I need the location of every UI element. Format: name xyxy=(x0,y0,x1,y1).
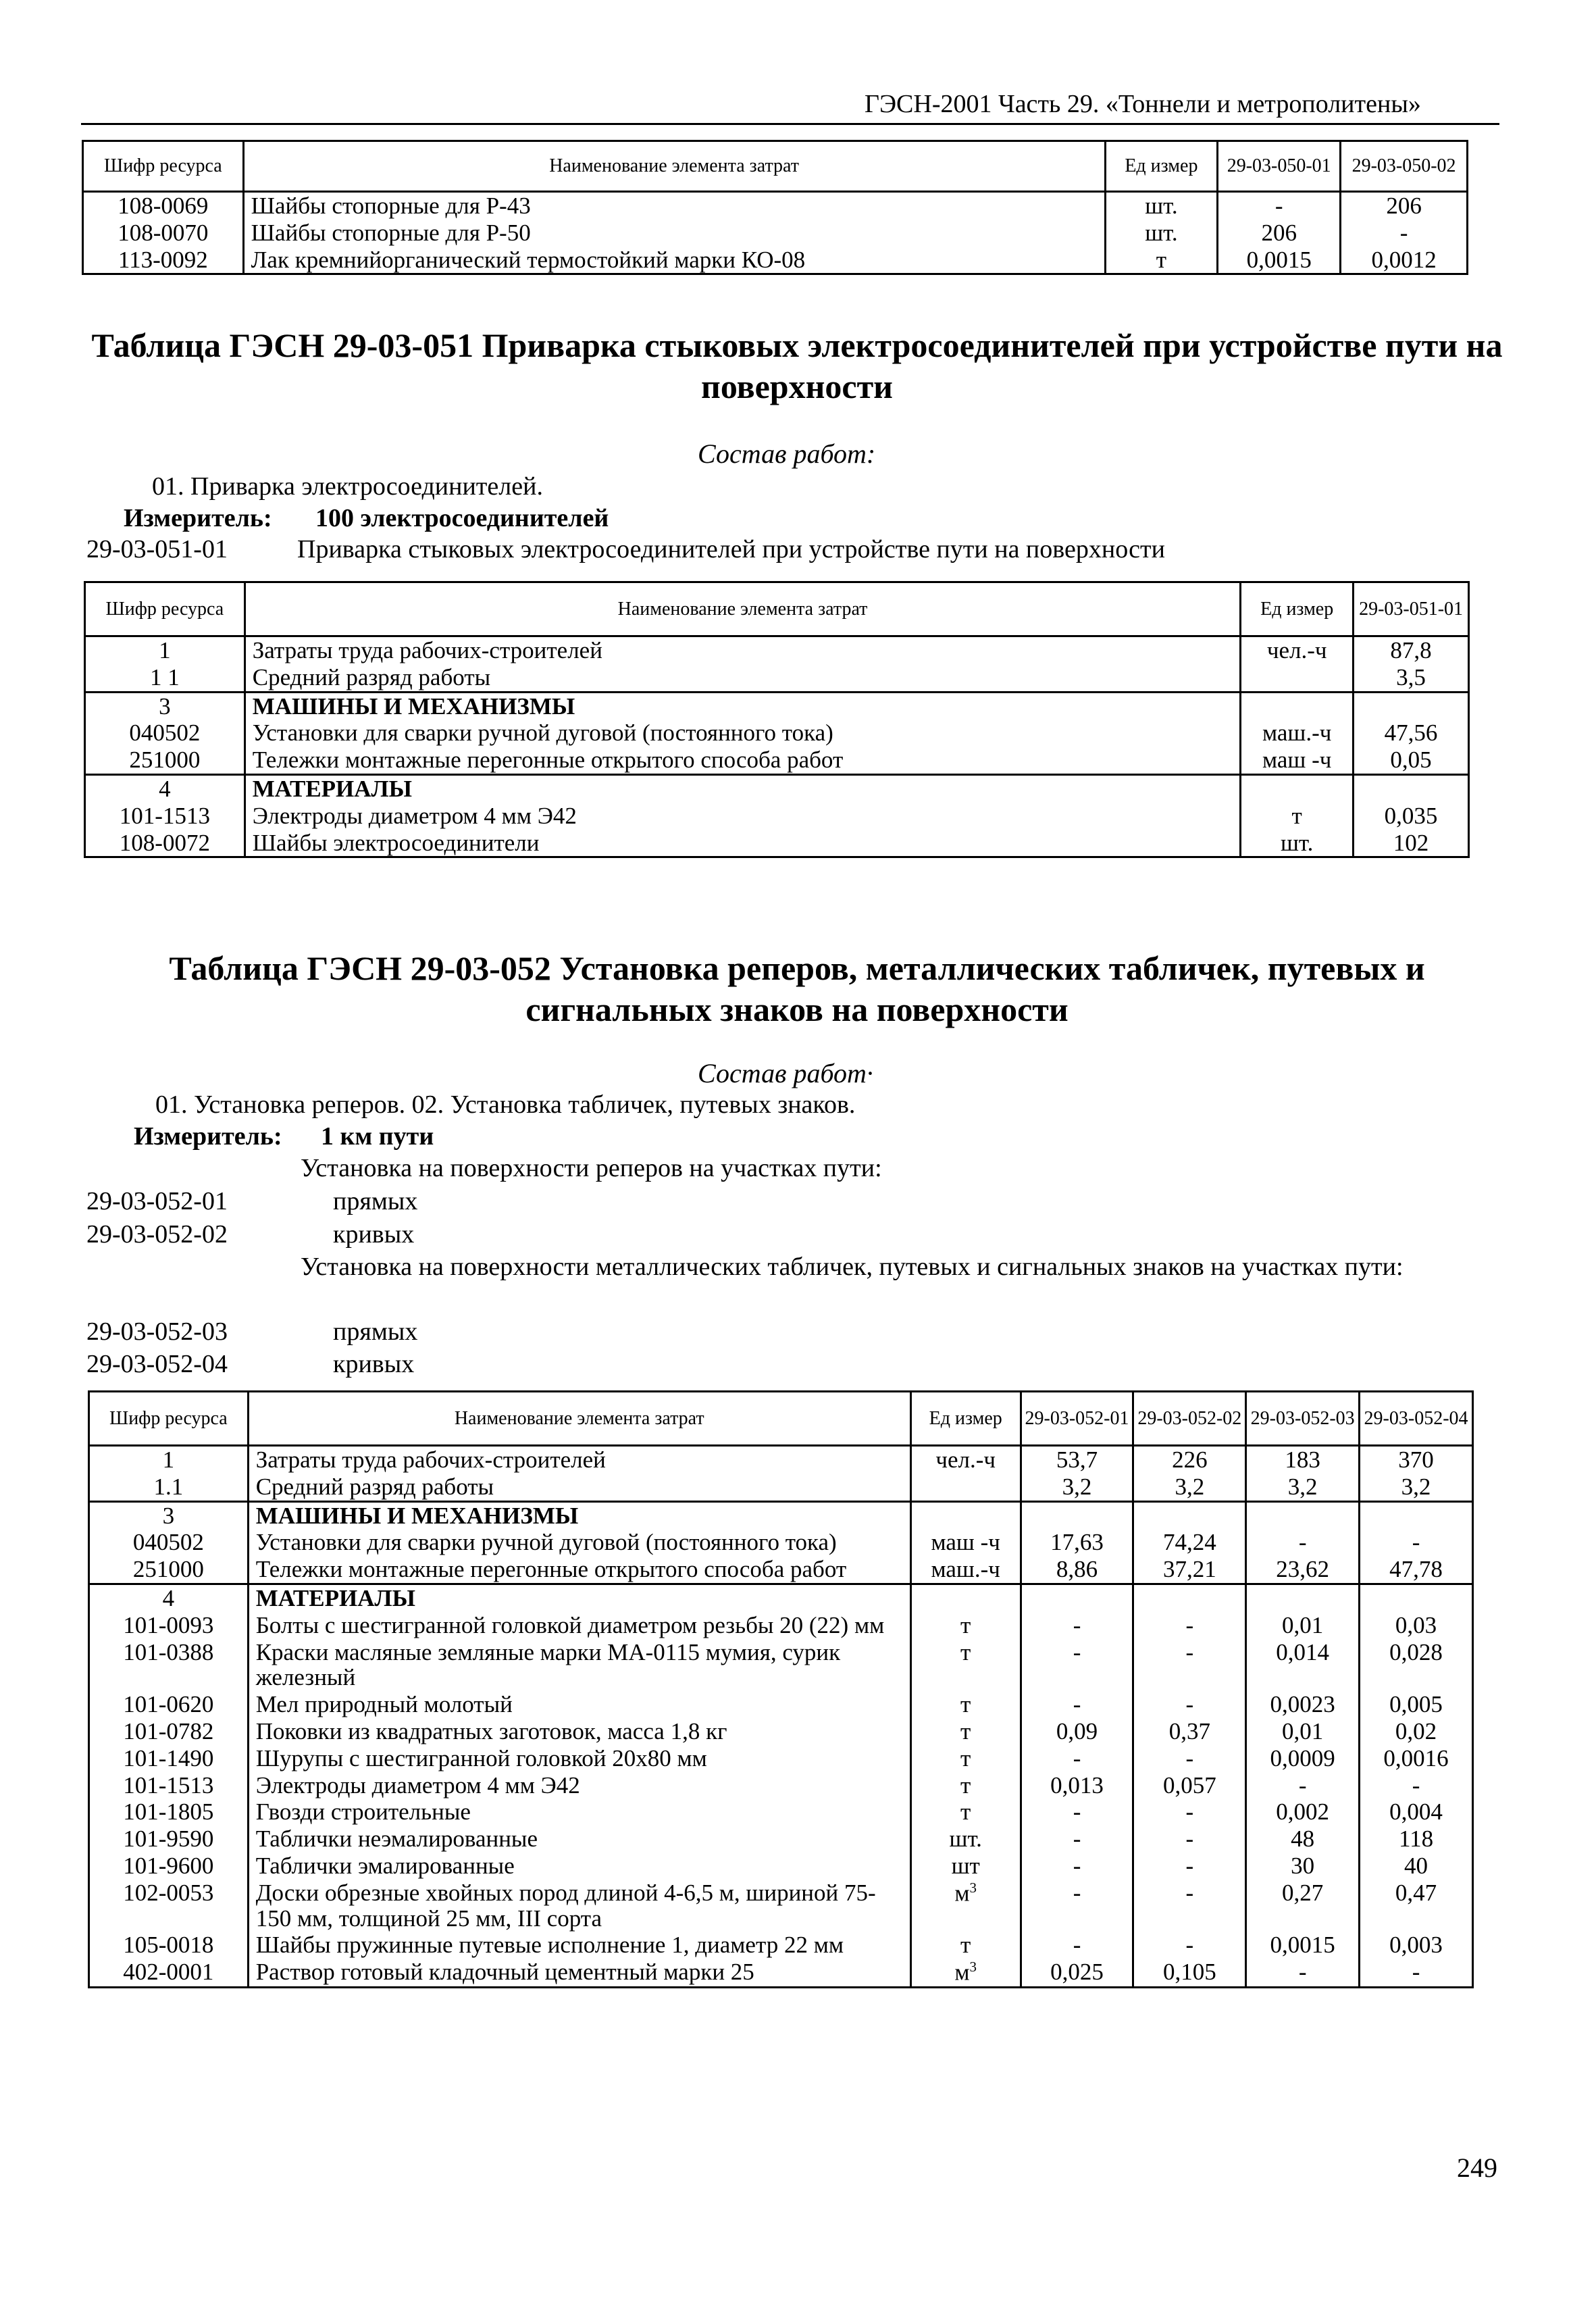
cell-unit xyxy=(910,1639,1021,1692)
item-code: 29-03-052-03 xyxy=(86,1317,228,1346)
table-section-row xyxy=(89,1584,1473,1611)
table-row xyxy=(89,1799,1473,1826)
cell-unit xyxy=(910,1474,1021,1501)
item-name: кривых xyxy=(333,1220,415,1249)
cell-value: 0,057 xyxy=(1133,1772,1246,1799)
cell-code: 1 1 xyxy=(85,664,245,692)
unit-text: м xyxy=(954,1880,970,1907)
cell-code: 101-1513 xyxy=(89,1772,249,1799)
cell-section-name: МАТЕРИАЛЫ xyxy=(244,774,1241,802)
col-header-value: 29-03-052-02 xyxy=(1133,1392,1246,1446)
cell-value: 0,02 xyxy=(1360,1718,1473,1745)
cell-value: 3,2 xyxy=(1021,1474,1133,1501)
cell-value: 0,01 xyxy=(1246,1718,1360,1745)
cell-value: - xyxy=(1021,1639,1133,1692)
col-header-value: 29-03-052-03 xyxy=(1246,1392,1360,1446)
cell-unit: маш -ч xyxy=(1241,747,1354,774)
table-section-row xyxy=(89,1501,1473,1529)
cell-name: Затраты труда рабочих-строителей xyxy=(244,636,1241,664)
cell-code: 3 xyxy=(89,1501,249,1529)
unit-text: т xyxy=(960,1799,971,1826)
col-header-value: 29-03-052-01 xyxy=(1021,1392,1133,1446)
cell-value: - xyxy=(1218,192,1341,220)
cell-value: 53,7 xyxy=(1021,1446,1133,1474)
composition-label: Состав работ· xyxy=(698,1058,873,1088)
table-row xyxy=(89,1932,1473,1959)
cell-value: 0,004 xyxy=(1360,1799,1473,1826)
cell-unit xyxy=(910,1880,1021,1932)
cell-value: 118 xyxy=(1360,1826,1473,1853)
table-row xyxy=(89,1959,1473,1987)
table-row xyxy=(89,1612,1473,1639)
cell-unit xyxy=(910,1691,1021,1718)
col-header-value: 29-03-050-02 xyxy=(1341,141,1468,192)
cell-value: - xyxy=(1341,220,1468,247)
meter-value: 100 электросоединителей xyxy=(315,504,609,532)
table-row xyxy=(85,636,1469,664)
item-code: 29-03-051-01 xyxy=(86,535,228,563)
cell-section-name: МАШИНЫ И МЕХАНИЗМЫ xyxy=(248,1501,910,1529)
section-title-052: Таблица ГЭСН 29-03-052 Установка реперов, металлических табличек, путевых и сигнальных знаков на поверхности xyxy=(169,949,1425,1028)
composition-text: 01. Установка реперов. 02. Установка табличек, путевых знаков. xyxy=(155,1090,856,1119)
cell-name: Раствор готовый кладочный цементный марки 25 xyxy=(248,1959,910,1987)
cell-value: 226 xyxy=(1133,1446,1246,1474)
unit-text: т xyxy=(960,1611,971,1638)
cell-value: 30 xyxy=(1246,1853,1360,1880)
cell-value: 0,005 xyxy=(1360,1691,1473,1718)
unit-text: маш -ч xyxy=(931,1529,1000,1556)
cell-name: Шайбы стопорные для Р-50 xyxy=(243,220,1105,247)
unit-text: шт xyxy=(951,1852,980,1879)
group-heading: Установка на поверхности реперов на участках пути: xyxy=(301,1154,882,1182)
table-row xyxy=(89,1826,1473,1853)
cell-code: 101-9590 xyxy=(89,1826,249,1853)
cell-value xyxy=(1360,1584,1473,1611)
cell-code: 101-0388 xyxy=(89,1639,249,1692)
col-header-code: Шифр ресурса xyxy=(85,582,245,636)
cell-value: 37,21 xyxy=(1133,1556,1246,1584)
cell-code: 101-1513 xyxy=(85,803,245,830)
cell-name: Шурупы с шестигранной головкой 20х80 мм xyxy=(248,1745,910,1772)
cell-value: 0,01 xyxy=(1246,1612,1360,1639)
col-header-value: 29-03-051-01 xyxy=(1354,582,1469,636)
table-052 xyxy=(88,1390,1474,1988)
cell-unit xyxy=(910,1772,1021,1799)
col-header-value: 29-03-052-04 xyxy=(1360,1392,1473,1446)
cell-value xyxy=(1354,692,1469,720)
cell-name: Лак кремнийорганический термостойкий марки КО-08 xyxy=(243,247,1105,274)
cell-value: 3,5 xyxy=(1354,664,1469,692)
cell-name: Поковки из квадратных заготовок, масса 1,8 кг xyxy=(248,1718,910,1745)
cell-value: - xyxy=(1021,1853,1133,1880)
cell-unit: чел.-ч xyxy=(1241,636,1354,664)
composition-text: 01. Приварка электросоединителей. xyxy=(152,472,543,501)
cell-value: 47,56 xyxy=(1354,720,1469,747)
table-row xyxy=(89,1556,1473,1584)
cell-value: 17,63 xyxy=(1021,1529,1133,1556)
cell-name: Электроды диаметром 4 мм Э42 xyxy=(248,1772,910,1799)
cell-value: - xyxy=(1133,1691,1246,1718)
item-code: 29-03-052-02 xyxy=(86,1220,228,1249)
unit-text: т xyxy=(960,1744,971,1771)
cell-value: 102 xyxy=(1354,830,1469,857)
meter-label: Измеритель: xyxy=(134,1122,282,1151)
cell-value: 0,03 xyxy=(1360,1612,1473,1639)
unit-text: т xyxy=(960,1691,971,1718)
meter-label: Измеритель: xyxy=(124,504,272,532)
cell-name: Установки для сварки ручной дуговой (постоянного тока) xyxy=(248,1529,910,1556)
cell-unit xyxy=(910,1584,1021,1611)
cell-value: - xyxy=(1021,1745,1133,1772)
cell-value: 0,014 xyxy=(1246,1639,1360,1692)
cell-name: Таблички эмалированные xyxy=(248,1853,910,1880)
unit-text: чел.-ч xyxy=(935,1447,996,1473)
table-row xyxy=(89,1853,1473,1880)
table-row xyxy=(89,1474,1473,1501)
cell-value: 183 xyxy=(1246,1446,1360,1474)
cell-value: - xyxy=(1133,1880,1246,1932)
cell-unit xyxy=(910,1932,1021,1959)
cell-value: 0,0015 xyxy=(1246,1932,1360,1959)
unit-text: т xyxy=(960,1717,971,1744)
cell-value: 23,62 xyxy=(1246,1556,1360,1584)
cell-value: 0,37 xyxy=(1133,1718,1246,1745)
cell-value: 0,09 xyxy=(1021,1718,1133,1745)
cell-code: 040502 xyxy=(89,1529,249,1556)
cell-value: 0,0012 xyxy=(1341,247,1468,274)
cell-value: - xyxy=(1021,1612,1133,1639)
cell-code: 108-0072 xyxy=(85,830,245,857)
item-code: 29-03-052-04 xyxy=(86,1350,228,1378)
col-header-unit: Ед измер xyxy=(1105,141,1218,192)
cell-code: 040502 xyxy=(85,720,245,747)
table-row xyxy=(89,1745,1473,1772)
cell-unit: т xyxy=(1241,803,1354,830)
cell-unit xyxy=(910,1529,1021,1556)
item-name: кривых xyxy=(333,1350,415,1378)
cell-section-name: МАТЕРИАЛЫ xyxy=(248,1584,910,1611)
col-header-code: Шифр ресурса xyxy=(83,141,244,192)
cell-name: Мел природный молотый xyxy=(248,1691,910,1718)
col-header-value: 29-03-050-01 xyxy=(1218,141,1341,192)
cell-value xyxy=(1246,1584,1360,1611)
unit-text: т xyxy=(960,1932,971,1959)
cell-code: 101-0093 xyxy=(89,1612,249,1639)
cell-value xyxy=(1021,1501,1133,1529)
cell-value: - xyxy=(1360,1772,1473,1799)
cell-value: 0,0016 xyxy=(1360,1745,1473,1772)
table-row xyxy=(85,747,1469,774)
composition-label: Состав работ: xyxy=(698,438,876,469)
cell-name: Шайбы стопорные для Р-43 xyxy=(243,192,1105,220)
cell-code: 102-0053 xyxy=(89,1880,249,1932)
cell-value: 0,028 xyxy=(1360,1639,1473,1692)
cell-code: 251000 xyxy=(85,747,245,774)
cell-name: Средний разряд работы xyxy=(248,1474,910,1501)
table-052-body xyxy=(89,1446,1473,1988)
col-header-unit: Ед измер xyxy=(1241,582,1354,636)
table-section-row xyxy=(85,692,1469,720)
table-row xyxy=(89,1639,1473,1692)
col-header-name: Наименование элемента затрат xyxy=(244,582,1241,636)
cell-value: 8,86 xyxy=(1021,1556,1133,1584)
cell-name: Краски масляные земляные марки МА-0115 мумия, сурик железный xyxy=(248,1639,910,1692)
cell-value: - xyxy=(1133,1853,1246,1880)
cell-name: Тележки монтажные перегонные открытого способа работ xyxy=(244,747,1241,774)
cell-name: Шайбы пружинные путевые исполнение 1, диаметр 22 мм xyxy=(248,1932,910,1959)
cell-unit: шт. xyxy=(1241,830,1354,857)
cell-value xyxy=(1354,774,1469,802)
table-050-continuation xyxy=(82,140,1468,275)
cell-unit xyxy=(1241,692,1354,720)
cell-value: 0,105 xyxy=(1133,1959,1246,1987)
page-number: 249 xyxy=(1457,2153,1497,2183)
cell-value: - xyxy=(1021,1691,1133,1718)
meter-value: 1 км пути xyxy=(321,1122,434,1151)
table-row xyxy=(83,192,1468,220)
cell-value: 48 xyxy=(1246,1826,1360,1853)
cell-unit xyxy=(1241,664,1354,692)
cell-value xyxy=(1133,1501,1246,1529)
cell-value: - xyxy=(1021,1799,1133,1826)
cell-unit xyxy=(910,1556,1021,1584)
cell-unit xyxy=(910,1501,1021,1529)
cell-unit xyxy=(910,1612,1021,1639)
cell-name: Шайбы электросоединители xyxy=(244,830,1241,857)
cell-unit: т xyxy=(1105,247,1218,274)
section-title-051: Таблица ГЭСН 29-03-051 Приварка стыковых электросоединителей при устройстве пути на поверхности xyxy=(91,326,1503,405)
cell-value: 0,025 xyxy=(1021,1959,1133,1987)
item-name: Приварка стыковых электросоединителей при устройстве пути на поверхности xyxy=(297,535,1165,563)
cell-value: 0,002 xyxy=(1246,1799,1360,1826)
cell-code: 101-1805 xyxy=(89,1799,249,1826)
cell-value xyxy=(1246,1501,1360,1529)
cell-value: 0,0015 xyxy=(1218,247,1341,274)
item-name: прямых xyxy=(333,1317,418,1346)
cell-value: - xyxy=(1360,1959,1473,1987)
unit-text: маш.-ч xyxy=(931,1556,1000,1583)
cell-code: 1 xyxy=(89,1446,249,1474)
cell-name: Таблички неэмалированные xyxy=(248,1826,910,1853)
cell-code: 101-1490 xyxy=(89,1745,249,1772)
cell-unit xyxy=(910,1799,1021,1826)
cell-value xyxy=(1360,1501,1473,1529)
col-header-code: Шифр ресурса xyxy=(89,1392,249,1446)
col-header-name: Наименование элемента затрат xyxy=(248,1392,910,1446)
table-section-row xyxy=(85,774,1469,802)
cell-unit xyxy=(910,1718,1021,1745)
cell-value: - xyxy=(1246,1772,1360,1799)
running-header: ГЭСН-2001 Часть 29. «Тоннели и метрополитены» xyxy=(865,90,1421,118)
cell-value: - xyxy=(1133,1799,1246,1826)
cell-value: - xyxy=(1021,1880,1133,1932)
cell-code: 1.1 xyxy=(89,1474,249,1501)
cell-value: - xyxy=(1246,1959,1360,1987)
cell-value: 47,78 xyxy=(1360,1556,1473,1584)
cell-code: 108-0069 xyxy=(83,192,244,220)
cell-value: 0,47 xyxy=(1360,1880,1473,1932)
cell-name: Средний разряд работы xyxy=(244,664,1241,692)
cell-value: 0,003 xyxy=(1360,1932,1473,1959)
cell-code: 251000 xyxy=(89,1556,249,1584)
cell-value: 3,2 xyxy=(1246,1474,1360,1501)
cell-value: 0,0023 xyxy=(1246,1691,1360,1718)
table-row xyxy=(89,1718,1473,1745)
cell-unit: шт. xyxy=(1105,192,1218,220)
cell-value: - xyxy=(1133,1612,1246,1639)
table-row xyxy=(85,720,1469,747)
table-row xyxy=(83,220,1468,247)
cell-code: 101-0620 xyxy=(89,1691,249,1718)
cell-name: Доски обрезные хвойных пород длиной 4-6,5 м, шириной 75-150 мм, толщиной 25 мм, III сорта xyxy=(248,1880,910,1932)
cell-unit: шт. xyxy=(1105,220,1218,247)
cell-value: - xyxy=(1021,1932,1133,1959)
cell-value: 206 xyxy=(1218,220,1341,247)
cell-value: 3,2 xyxy=(1133,1474,1246,1501)
cell-name: Установки для сварки ручной дуговой (постоянного тока) xyxy=(244,720,1241,747)
table-row xyxy=(85,664,1469,692)
cell-name: Затраты труда рабочих-строителей xyxy=(248,1446,910,1474)
cell-value: 0,0009 xyxy=(1246,1745,1360,1772)
cell-code: 101-9600 xyxy=(89,1853,249,1880)
cell-code: 1 xyxy=(85,636,245,664)
cell-value: 87,8 xyxy=(1354,636,1469,664)
unit-text: т xyxy=(960,1771,971,1799)
cell-value: 370 xyxy=(1360,1446,1473,1474)
cell-code: 3 xyxy=(85,692,245,720)
cell-name: Болты с шестигранной головкой диаметром резьбы 20 (22) мм xyxy=(248,1612,910,1639)
cell-value: - xyxy=(1021,1826,1133,1853)
cell-value: 206 xyxy=(1341,192,1468,220)
cell-code: 105-0018 xyxy=(89,1932,249,1959)
cell-code: 113-0092 xyxy=(83,247,244,274)
cell-code: 108-0070 xyxy=(83,220,244,247)
table-row xyxy=(85,830,1469,857)
cell-unit xyxy=(910,1959,1021,1987)
header-rule xyxy=(81,123,1499,125)
cell-value: 0,27 xyxy=(1246,1880,1360,1932)
table-row xyxy=(89,1880,1473,1932)
unit-text: т xyxy=(960,1638,971,1665)
table-row xyxy=(89,1691,1473,1718)
cell-unit: маш.-ч xyxy=(1241,720,1354,747)
table-051 xyxy=(84,581,1470,858)
cell-section-name: МАШИНЫ И МЕХАНИЗМЫ xyxy=(244,692,1241,720)
item-name: прямых xyxy=(333,1187,418,1215)
table-row xyxy=(89,1772,1473,1799)
unit-superscript: 3 xyxy=(969,1879,977,1896)
table-row xyxy=(89,1446,1473,1474)
cell-value: 0,05 xyxy=(1354,747,1469,774)
cell-name: Тележки монтажные перегонные открытого способа работ xyxy=(248,1556,910,1584)
cell-value: - xyxy=(1360,1529,1473,1556)
cell-code: 402-0001 xyxy=(89,1959,249,1987)
table-row xyxy=(85,803,1469,830)
cell-value: 0,035 xyxy=(1354,803,1469,830)
cell-value: - xyxy=(1133,1639,1246,1692)
group-heading: Установка на поверхности металлических табличек, путевых и сигнальных знаков на участках пути: xyxy=(301,1253,1404,1281)
cell-value: - xyxy=(1133,1932,1246,1959)
cell-value xyxy=(1021,1584,1133,1611)
cell-value: - xyxy=(1246,1529,1360,1556)
cell-name: Электроды диаметром 4 мм Э42 xyxy=(244,803,1241,830)
cell-code: 101-0782 xyxy=(89,1718,249,1745)
unit-text: шт. xyxy=(949,1826,982,1853)
cell-code: 4 xyxy=(89,1584,249,1611)
cell-unit xyxy=(910,1853,1021,1880)
cell-value: - xyxy=(1133,1826,1246,1853)
col-header-unit: Ед измер xyxy=(910,1392,1021,1446)
cell-value: 40 xyxy=(1360,1853,1473,1880)
cell-code: 4 xyxy=(85,774,245,802)
cell-name: Гвозди строительные xyxy=(248,1799,910,1826)
cell-value xyxy=(1133,1584,1246,1611)
unit-superscript: 3 xyxy=(969,1959,977,1976)
col-header-name: Наименование элемента затрат xyxy=(243,141,1105,192)
cell-value: 74,24 xyxy=(1133,1529,1246,1556)
unit-text: м xyxy=(954,1959,970,1986)
cell-value: 3,2 xyxy=(1360,1474,1473,1501)
cell-unit xyxy=(910,1446,1021,1474)
table-row xyxy=(89,1529,1473,1556)
cell-unit xyxy=(910,1745,1021,1772)
cell-value: - xyxy=(1133,1745,1246,1772)
item-code: 29-03-052-01 xyxy=(86,1187,228,1215)
cell-value: 0,013 xyxy=(1021,1772,1133,1799)
table-row xyxy=(83,247,1468,274)
cell-unit xyxy=(910,1826,1021,1853)
cell-unit xyxy=(1241,774,1354,802)
